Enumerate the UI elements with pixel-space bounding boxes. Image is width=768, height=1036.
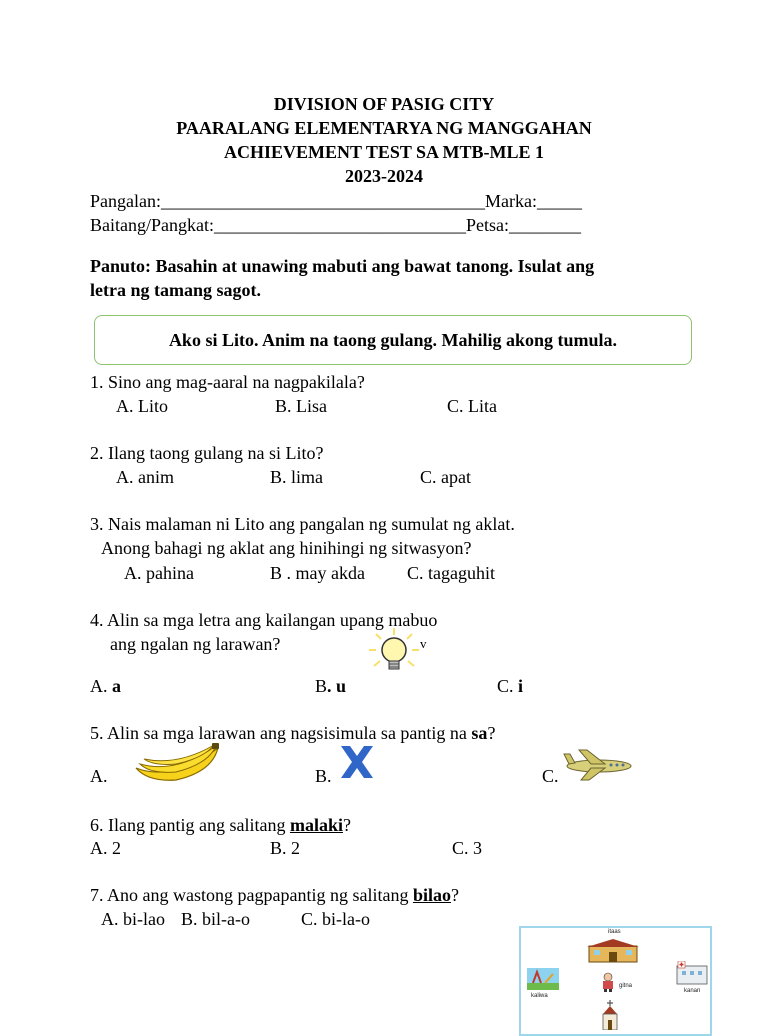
score-line: _____ bbox=[536, 191, 582, 211]
child-icon bbox=[599, 972, 617, 992]
question-3-line-2: Anong bahagi ng aklat ang hinihingi ng sitwasyon? bbox=[101, 538, 472, 558]
q7-choice-b: B. bil-a-o bbox=[181, 909, 250, 929]
date-line: ________ bbox=[508, 215, 581, 235]
q4-choice-a: A. a bbox=[90, 676, 121, 696]
church-icon bbox=[599, 1000, 621, 1030]
q3-choice-c: C. tagaguhit bbox=[407, 563, 495, 583]
diagram-label-right: kanan bbox=[684, 988, 701, 994]
diagram-label-top: itaas bbox=[608, 929, 621, 935]
question-1: 1. Sino ang mag-aaral na nagpakilala? bbox=[90, 372, 365, 392]
question-3: 3. Nais malaman ni Lito ang pangalan ng sumulat ng aklat. bbox=[90, 514, 515, 534]
q7-choice-a: A. bi-lao bbox=[101, 909, 165, 929]
q1-choice-b: B. Lisa bbox=[275, 396, 327, 416]
question-5: 5. Alin sa mga larawan ang nagsisimula sa pantig na sa? bbox=[90, 723, 496, 743]
q5-choice-c: C. bbox=[542, 766, 559, 786]
q4-picture-letter: v bbox=[420, 636, 427, 651]
question-4-line-2: ang ngalan ng larawan? bbox=[110, 634, 281, 654]
q3-choice-b: B . may akda bbox=[270, 563, 365, 583]
section-field bbox=[90, 215, 581, 236]
question-6: 6. Ilang pantig ang salitang malaki? bbox=[90, 815, 351, 835]
q3-choice-a: A. pahina bbox=[124, 563, 194, 583]
diagram-label-center: gitna bbox=[619, 983, 633, 989]
banana-icon bbox=[132, 742, 224, 784]
test-title: ACHIEVEMENT TEST SA MTB-MLE 1 bbox=[223, 142, 545, 162]
q2-choice-c: C. apat bbox=[420, 467, 471, 487]
x-letter-icon bbox=[338, 743, 376, 781]
score-label: Marka: bbox=[484, 191, 537, 211]
q2-choice-b: B. lima bbox=[270, 467, 323, 487]
airplane-icon bbox=[561, 746, 637, 782]
q1-choice-c: C. Lita bbox=[447, 396, 497, 416]
question-2: 2. Ilang taong gulang na si Lito? bbox=[90, 443, 324, 463]
hospital-icon bbox=[676, 961, 708, 985]
playground-icon bbox=[527, 968, 559, 990]
light-bulb-icon bbox=[366, 626, 422, 682]
q5-choice-a: A. bbox=[90, 766, 108, 786]
diagram-label-left: kaliwa bbox=[531, 993, 548, 999]
section-label: Baitang/Pangkat: bbox=[90, 215, 214, 235]
q2-choice-a: A. anim bbox=[116, 467, 174, 487]
section-line: ____________________________ bbox=[213, 215, 466, 235]
q1-choice-a: A. Lito bbox=[116, 396, 168, 416]
school-icon bbox=[587, 938, 639, 964]
school-division: DIVISION OF PASIG CITY bbox=[273, 94, 495, 114]
q5-choice-b: B. bbox=[315, 766, 332, 786]
q4-choice-c: C. i bbox=[497, 676, 524, 696]
question-7: 7. Ano ang wastong pagpapantig ng salitang bilao? bbox=[90, 885, 459, 905]
q7-choice-c: C. bi-la-o bbox=[301, 909, 370, 929]
instructions-line-1: Panuto: Basahin at unawing mabuti ang bawat tanong. Isulat ang bbox=[90, 256, 595, 276]
q6-choice-c: C. 3 bbox=[452, 838, 483, 858]
q4-choice-b: B. u bbox=[315, 676, 347, 696]
position-diagram bbox=[519, 926, 712, 1036]
question-4: 4. Alin sa mga letra ang kailangan upang mabuo bbox=[90, 610, 438, 630]
date-label: Petsa: bbox=[465, 215, 509, 235]
instructions-line-2: letra ng tamang sagot. bbox=[90, 280, 261, 300]
school-name: PAARALANG ELEMENTARYA NG MANGGAHAN bbox=[176, 118, 592, 138]
reading-passage: Ako si Lito. Anim na taong gulang. Mahilig akong tumula. bbox=[94, 315, 692, 365]
name-field bbox=[90, 191, 582, 212]
name-label: Pangalan: bbox=[90, 191, 161, 211]
q6-choice-b: B. 2 bbox=[270, 838, 301, 858]
q6-choice-a: A. 2 bbox=[90, 838, 121, 858]
school-year: 2023-2024 bbox=[345, 166, 423, 186]
name-line: ____________________________________ bbox=[160, 191, 485, 211]
